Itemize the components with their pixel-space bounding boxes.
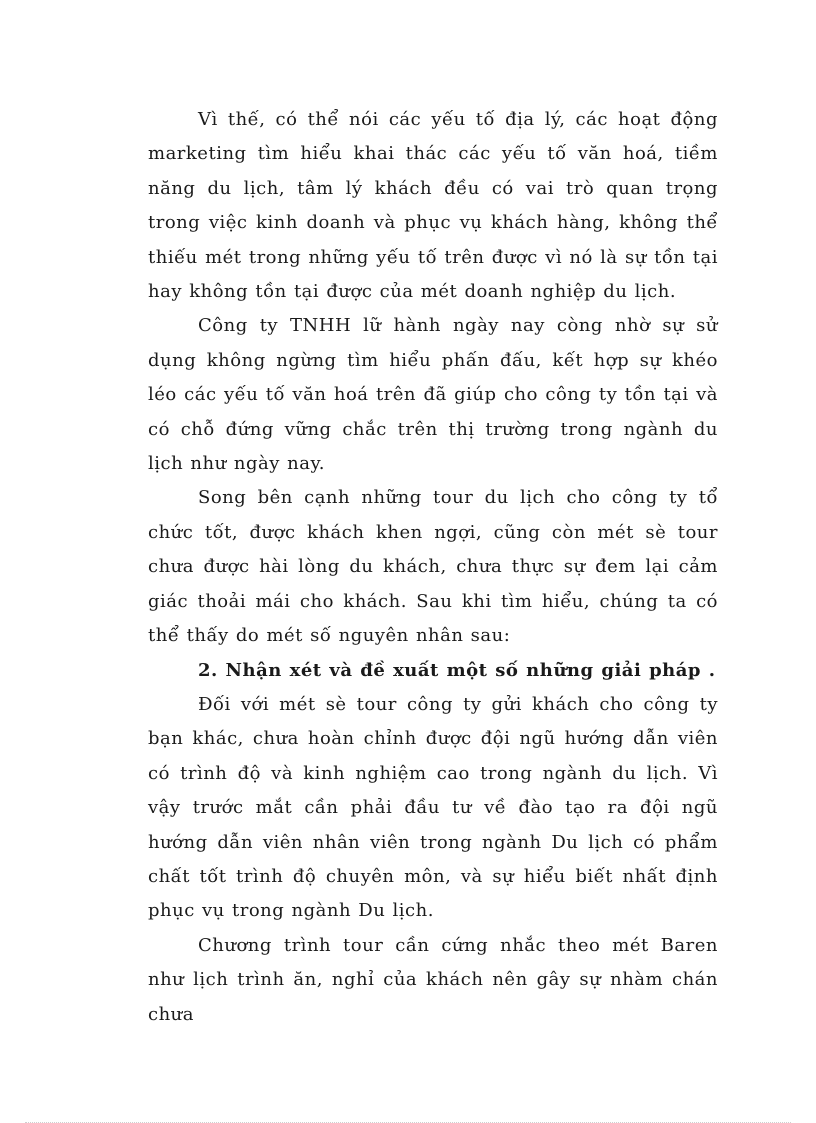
paragraph-1: Vì thế, có thể nói các yếu tố địa lý, các hoạt động marketing tìm hiểu khai thác các yếu tố văn hoá, tiềm năng du lịch, tâm lý khách đều có vai trò quan trọng trong việc kinh doanh và phục vụ khách hàng, không thể thiếu mét trong những yếu tố trên được vì nó là sự tồn tại hay không tồn tại được của mét doanh nghiệp du lịch. — [148, 109, 718, 303]
section-heading: 2. Nhận xét và đề xuất một số những giải pháp . — [198, 659, 716, 681]
paragraph-2: Công ty TNHH lữ hành ngày nay còng nhờ sự sử dụng không ngừng tìm hiểu phấn đấu, kết hợp sự khéo léo các yếu tố văn hoá trên đã giúp cho công ty tồn tại và có chỗ đứng vững chắc trên thị trường trong ngành du lịch như ngày nay. — [148, 315, 718, 475]
paragraph-3: Song bên cạnh những tour du lịch cho công ty tổ chức tốt, được khách khen ngợi, cũng còn mét sè tour chưa được hài lòng du khách, chưa thực sự đem lại cảm giác thoải mái cho khách. Sau khi tìm hiểu, chúng ta có thể thấy do mét số nguyên nhân sau: — [148, 487, 718, 647]
paragraph-4: Đối với mét sè tour công ty gửi khách cho công ty bạn khác, chưa hoàn chỉnh được đội ngũ hướng dẫn viên có trình độ và kinh nghiệm cao trong ngành du lịch. Vì vậy trước mắt cần phải đầu tư về đào tạo ra đội ngũ hướng dẫn viên nhân viên trong ngành Du lịch có phẩm chất tốt trình độ chuyên môn, và sự hiểu biết nhất định phục vụ trong ngành Du lịch. — [148, 693, 718, 922]
document-page — [148, 103, 718, 1032]
paragraph-5: Chương trình tour cần cứng nhắc theo mét Baren như lịch trình ăn, nghỉ của khách nên gây sự nhàm chán chưa — [148, 934, 718, 1025]
